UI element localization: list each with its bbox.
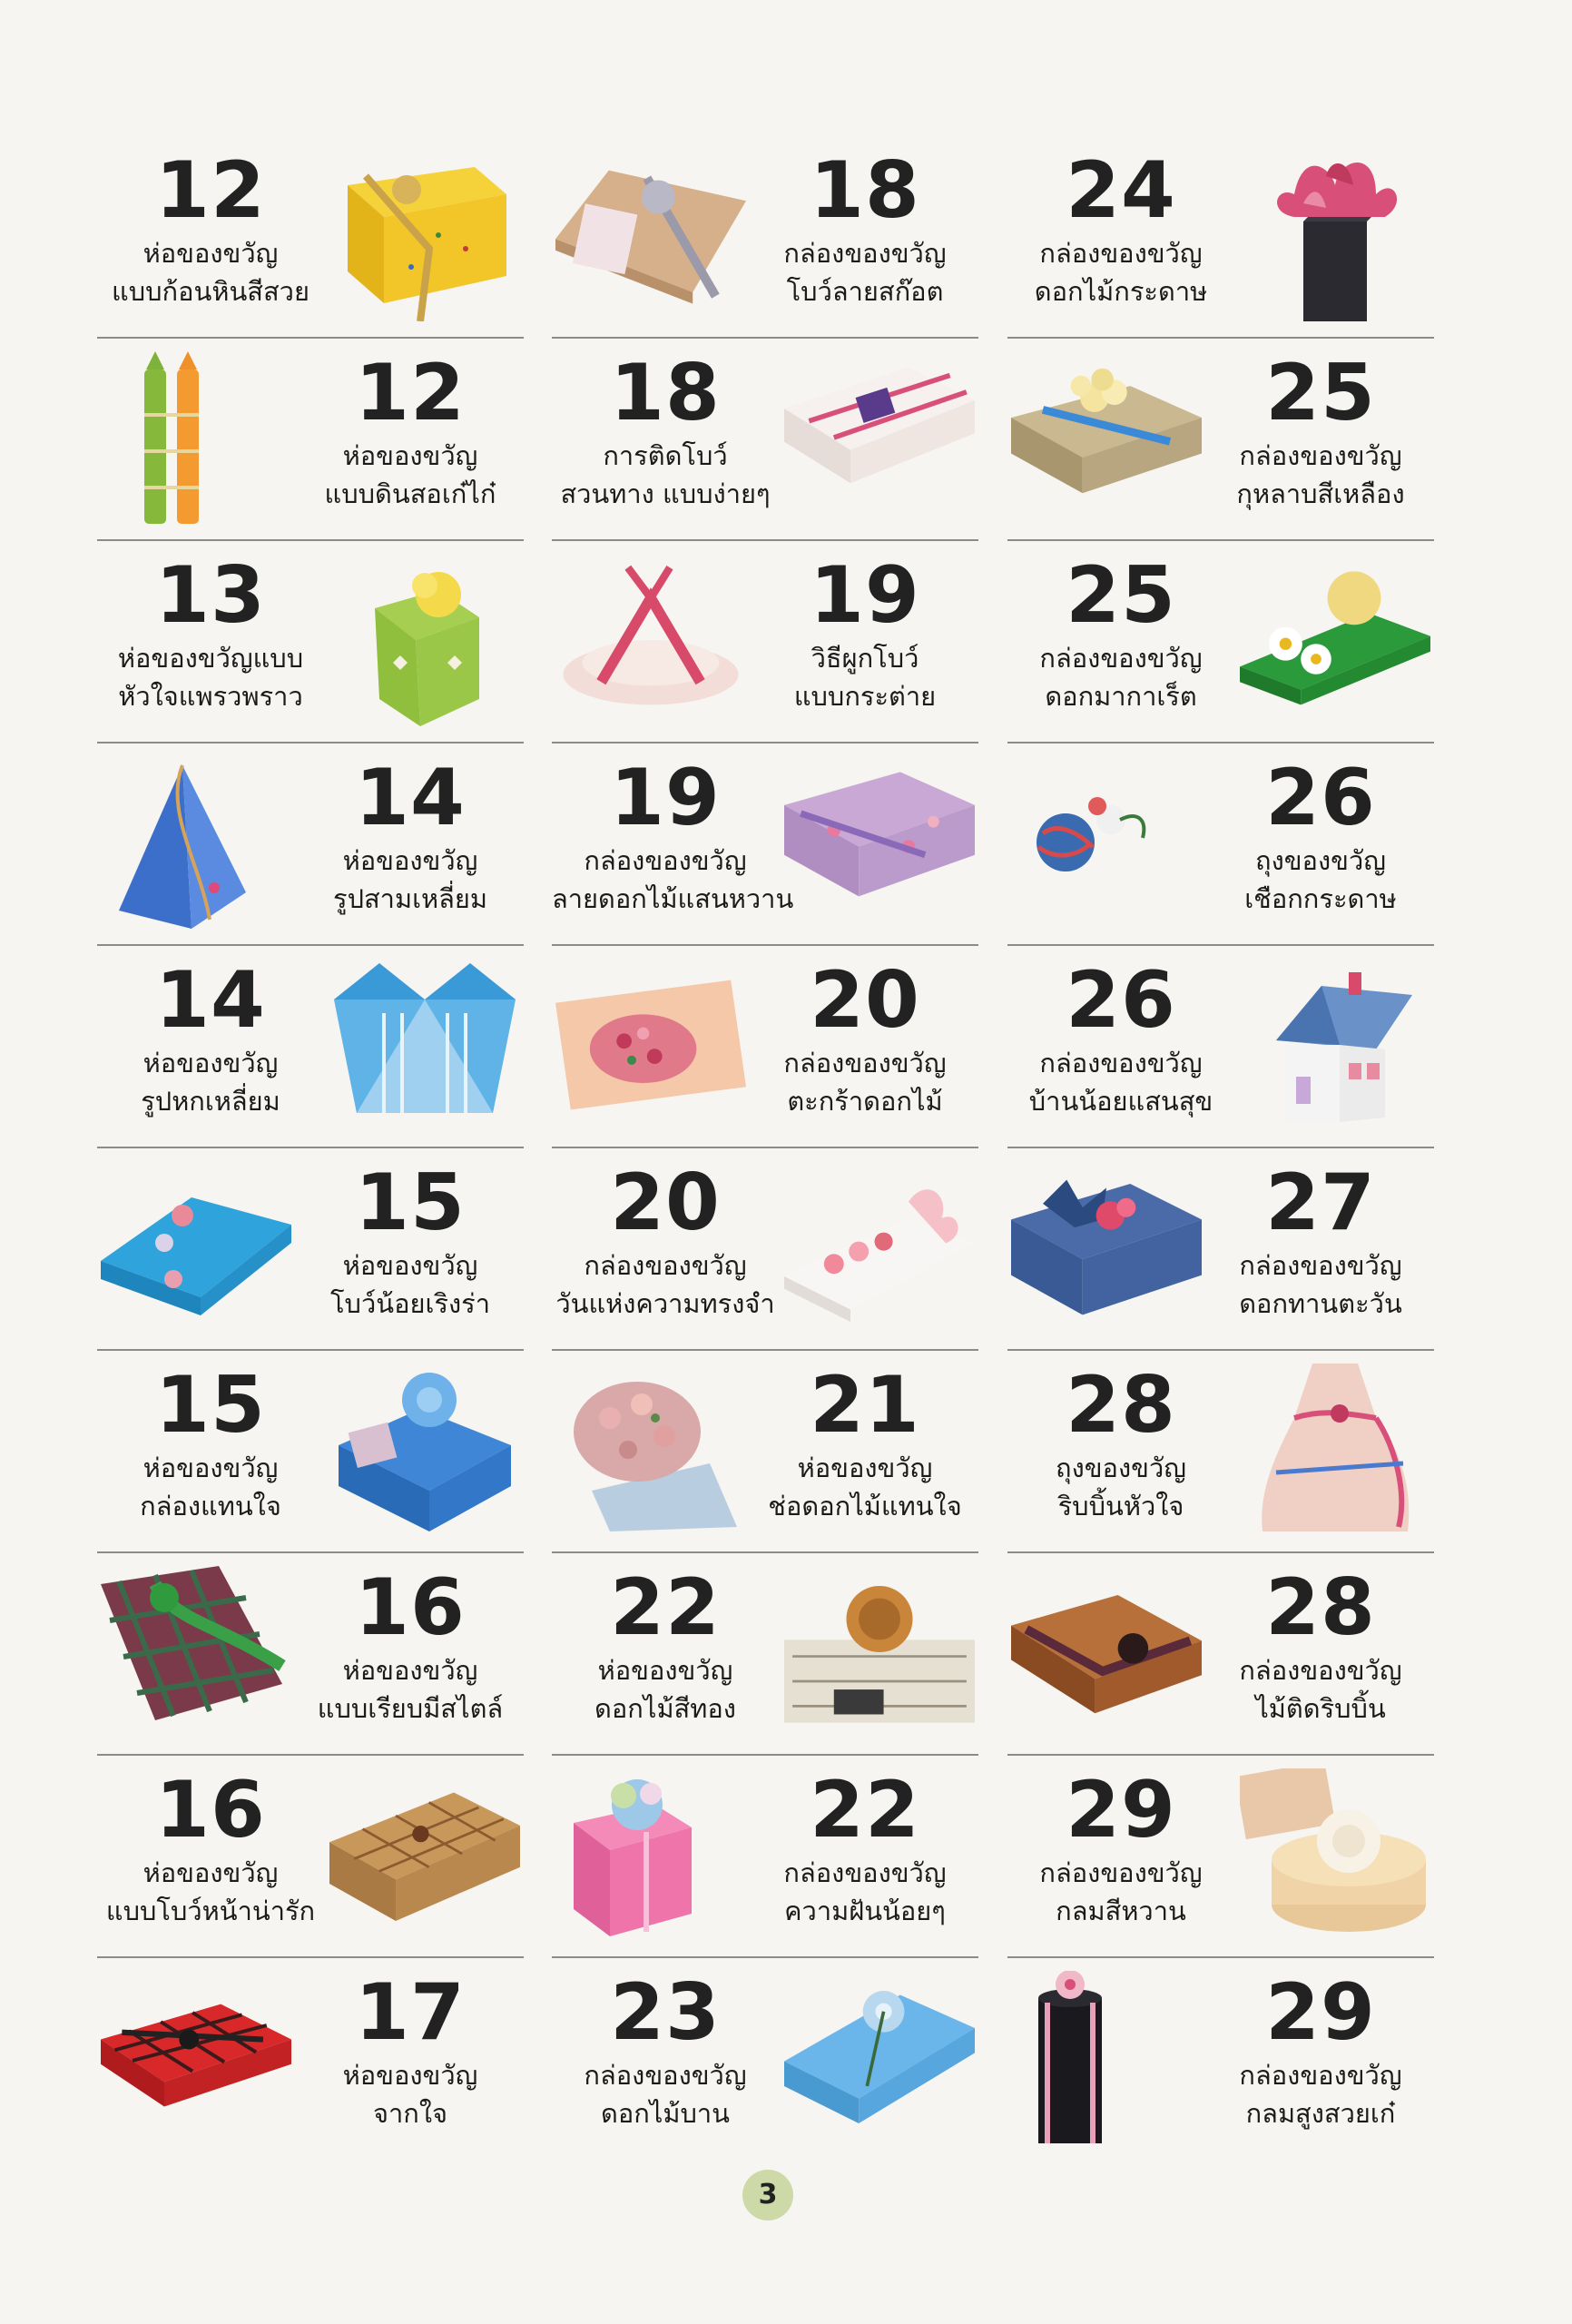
item-text	[752, 1767, 978, 1930]
page-number-badge: 3	[742, 2170, 793, 2221]
white-flower-box-image	[784, 1161, 975, 1334]
item-text	[552, 753, 794, 918]
yellow-rose-box-image	[1011, 351, 1202, 524]
catalog-item	[1007, 1756, 1434, 1958]
item-text	[1007, 1362, 1234, 1525]
item-page-number: 28	[1066, 1360, 1176, 1451]
item-page-number: 13	[155, 550, 266, 641]
item-page-number: 27	[1265, 1157, 1376, 1248]
item-text	[1207, 754, 1434, 918]
item-page-number: 19	[810, 550, 920, 641]
catalog-item	[1007, 946, 1434, 1148]
item-text	[97, 957, 324, 1120]
item-title-line2: กุหลาบสีเหลือง	[1236, 478, 1405, 509]
pink-ribbon-box-image	[784, 351, 975, 524]
catalog-item	[97, 1148, 524, 1351]
item-title-line1: กล่องของขวัญ	[1039, 1857, 1203, 1888]
catalog-item	[552, 541, 978, 743]
daisy-green-box-image	[1240, 554, 1430, 726]
item-title-line2: ตะกร้าดอกไม้	[787, 1086, 943, 1117]
item-text	[552, 350, 779, 513]
catalog-item	[1007, 743, 1434, 946]
column-1	[97, 136, 524, 2161]
item-page-number: 18	[810, 145, 920, 236]
floral-box-image	[784, 756, 975, 929]
round-lace-box-image	[1240, 1768, 1430, 1941]
catalog-item	[552, 339, 978, 541]
item-text	[552, 1564, 779, 1728]
item-title-line2: กลมสูงสวยเก๋	[1245, 2098, 1396, 2129]
item-text	[97, 1767, 324, 1930]
red-check-box-image	[101, 1971, 291, 2143]
item-text	[1207, 350, 1434, 513]
item-text	[97, 552, 324, 715]
item-title-line2: ดอกไม้กระดาษ	[1034, 276, 1208, 307]
catalog-item	[1007, 136, 1434, 339]
item-title-line2: แบบโบว์หน้าน่ารัก	[105, 1896, 316, 1926]
item-page-number: 22	[610, 1562, 721, 1653]
item-text	[97, 147, 324, 310]
item-title-line1: ห่อของขวัญ	[142, 1452, 279, 1483]
item-title-line1: กล่องของขวัญ	[1039, 643, 1203, 674]
blue-bow-box-image	[101, 1161, 291, 1334]
item-page-number: 14	[155, 955, 266, 1046]
blue-sunflower-box-image	[1011, 1161, 1202, 1334]
catalog-item	[1007, 541, 1434, 743]
item-title-line2: สวนทาง แบบง่ายๆ	[560, 478, 771, 509]
catalog-item	[552, 1351, 978, 1553]
pink-cube-box-image	[555, 1768, 746, 1941]
catalog-item	[552, 1148, 978, 1351]
item-text	[1007, 552, 1234, 715]
item-text	[552, 1969, 779, 2132]
item-title-line2: ดอกทานตะวัน	[1239, 1288, 1402, 1319]
item-title-line1: ห่อของขวัญ	[342, 1655, 478, 1686]
item-page-number: 26	[1265, 753, 1376, 843]
item-title-line2: หัวใจแพรวพราว	[118, 681, 303, 712]
catalog-item	[97, 1553, 524, 1756]
item-text	[752, 1362, 978, 1525]
item-text	[1007, 957, 1234, 1120]
item-title-line2: แบบเรียบมีสไตล์	[317, 1693, 504, 1724]
item-title-line2: ดอกไม้บาน	[600, 2098, 731, 2129]
item-text	[1007, 1767, 1234, 1930]
catalog-item	[1007, 1553, 1434, 1756]
item-title-line1: กล่องของขวัญ	[1239, 440, 1402, 471]
item-title-line1: ห่อของขวัญ	[342, 2060, 478, 2091]
rabbit-bow-bundle-image	[555, 554, 746, 726]
item-page-number: 26	[1066, 955, 1176, 1046]
catalog-item	[97, 1756, 524, 1958]
item-page-number: 12	[355, 348, 466, 438]
item-title-line1: กล่องของขวัญ	[1239, 1250, 1402, 1281]
catalog-item	[97, 743, 524, 946]
item-title-line1: กล่องของขวัญ	[1239, 2060, 1402, 2091]
item-page-number: 22	[810, 1765, 920, 1856]
item-text	[1207, 1969, 1434, 2132]
item-text	[297, 1969, 524, 2132]
catalog-item	[552, 1553, 978, 1756]
item-title-line2: รูปสามเหลี่ยม	[333, 883, 487, 914]
item-page-number: 28	[1265, 1562, 1376, 1653]
item-title-line2: กล่องแทนใจ	[140, 1491, 281, 1521]
item-title-line2: บ้านน้อยแสนสุข	[1028, 1086, 1213, 1117]
item-page-number: 16	[155, 1765, 266, 1856]
catalog-item	[97, 946, 524, 1148]
blue-ribbon-box-image	[329, 1364, 520, 1536]
item-text	[752, 552, 978, 715]
item-title-line2: เชือกกระดาษ	[1244, 883, 1397, 914]
item-title-line2: จากใจ	[373, 2098, 447, 2129]
item-title-line1: กล่องของขวัญ	[1239, 1655, 1402, 1686]
item-title-line1: กล่องของขวัญ	[1039, 238, 1203, 269]
item-title-line1: กล่องของขวัญ	[783, 1857, 947, 1888]
item-text	[1207, 1159, 1434, 1323]
item-page-number: 19	[610, 753, 721, 843]
paper-flower-bag-image	[1240, 149, 1430, 321]
column-3	[1007, 136, 1434, 2161]
item-title-line2: ริบบิ้นหัวใจ	[1057, 1491, 1184, 1521]
item-page-number: 12	[155, 145, 266, 236]
flower-bouquet-image	[555, 959, 746, 1131]
kraft-box-plaid-bow-image	[555, 149, 746, 321]
yellow-gift-box-image	[329, 149, 520, 321]
crayon-gifts-image	[101, 351, 291, 524]
item-page-number: 25	[1066, 550, 1176, 641]
item-page-number: 18	[610, 348, 721, 438]
item-page-number: 15	[155, 1360, 266, 1451]
catalog-item	[1007, 1958, 1434, 2161]
item-title-line2: แบบดินสอเก๋ไก๋	[324, 478, 496, 509]
item-page-number: 14	[355, 753, 466, 843]
plaid-green-bow-box-image	[101, 1566, 291, 1738]
catalog-item	[552, 946, 978, 1148]
item-text	[752, 147, 978, 310]
catalog-item	[97, 136, 524, 339]
catalog-item	[97, 1351, 524, 1553]
catalog-item	[552, 136, 978, 339]
catalog-item	[552, 743, 978, 946]
item-title-line2: กลมสีหวาน	[1056, 1896, 1186, 1926]
item-title-line2: แบบก้อนหินสีสวย	[112, 276, 309, 307]
item-text	[297, 1564, 524, 1728]
item-title-line2: รูปหกเหลี่ยม	[141, 1086, 280, 1117]
item-text	[752, 957, 978, 1120]
light-blue-box-image	[784, 1971, 975, 2143]
blue-triangle-gift-image	[101, 756, 291, 929]
item-title-line2: ดอกมากาเร็ต	[1045, 681, 1197, 712]
tall-cylinder-box-image	[1011, 1971, 1202, 2143]
item-title-line1: ถุงของขวัญ	[1255, 845, 1386, 876]
paper-cord-bag-image	[1011, 756, 1202, 929]
item-page-number: 29	[1066, 1765, 1176, 1856]
item-page-number: 16	[355, 1562, 466, 1653]
item-page-number: 17	[355, 1967, 466, 2058]
catalog-item	[1007, 1351, 1434, 1553]
ribbon-bag-image	[1240, 1364, 1430, 1536]
item-page-number: 25	[1265, 348, 1376, 438]
item-page-number: 15	[355, 1157, 466, 1248]
item-page-number: 21	[810, 1360, 920, 1451]
wood-tray-box-image	[1011, 1566, 1202, 1738]
item-text	[97, 1362, 324, 1525]
item-title-line2: ดอกไม้สีทอง	[594, 1693, 736, 1724]
item-page-number: 24	[1066, 145, 1176, 236]
item-title-line1: ถุงของขวัญ	[1056, 1452, 1186, 1483]
item-page-number: 20	[610, 1157, 721, 1248]
item-title-line1: ห่อของขวัญ	[597, 1655, 733, 1686]
column-2	[552, 136, 978, 2161]
item-title-line1: ห่อของขวัญ	[342, 440, 478, 471]
gold-flower-box-image	[784, 1566, 975, 1738]
item-title-line1: กล่องของขวัญ	[1039, 1048, 1203, 1078]
item-title-line1: ห่อของขวัญ	[142, 238, 279, 269]
item-title-line1: ห่อของขวัญ	[797, 1452, 933, 1483]
item-page-number: 20	[810, 955, 920, 1046]
item-title-line2: ลายดอกไม้แสนหวาน	[552, 883, 794, 914]
item-title-line2: แบบกระต่าย	[793, 681, 937, 712]
item-page-number: 29	[1265, 1967, 1376, 2058]
item-title-line2: ความฝันน้อยๆ	[784, 1896, 946, 1926]
item-text	[1207, 1564, 1434, 1728]
item-title-line1: การติดโบว์	[603, 440, 728, 471]
item-title-line1: กล่องของขวัญ	[584, 845, 747, 876]
item-title-line2: โบว์ลายสก๊อต	[786, 276, 944, 307]
rose-bouquet-image	[555, 1364, 746, 1536]
item-text	[1007, 147, 1234, 310]
item-page-number: 23	[610, 1967, 721, 2058]
item-title-line2: ไม้ติดริบบิ้น	[1255, 1693, 1386, 1724]
item-title-line2: วันแห่งความทรงจำ	[555, 1288, 775, 1319]
catalog-item	[552, 1756, 978, 1958]
item-title-line1: ห่อของขวัญ	[142, 1857, 279, 1888]
brown-plaid-box-image	[329, 1768, 520, 1941]
item-title-line1: ห่อของขวัญ	[142, 1048, 279, 1078]
catalog-item	[97, 339, 524, 541]
item-title-line1: ห่อของขวัญแบบ	[117, 643, 304, 674]
blue-hexagon-gift-image	[329, 959, 520, 1131]
item-title-line2: ช่อดอกไม้แทนใจ	[768, 1491, 962, 1521]
item-title-line1: กล่องของขวัญ	[783, 238, 947, 269]
catalog-item	[552, 1958, 978, 2161]
item-title-line1: กล่องของขวัญ	[783, 1048, 947, 1078]
item-title-line2: โบว์น้อยเริงร่า	[329, 1288, 490, 1319]
item-text	[552, 1159, 779, 1323]
item-title-line1: กล่องของขวัญ	[584, 1250, 747, 1281]
catalog-item	[97, 1958, 524, 2161]
green-heart-box-image	[329, 554, 520, 726]
item-text	[297, 754, 524, 918]
item-text	[297, 350, 524, 513]
item-title-line1: กล่องของขวัญ	[584, 2060, 747, 2091]
item-title-line1: วิธีผูกโบว์	[811, 643, 919, 674]
item-text	[297, 1159, 524, 1323]
catalog-item	[1007, 1148, 1434, 1351]
catalog-item	[97, 541, 524, 743]
item-title-line1: ห่อของขวัญ	[342, 1250, 478, 1281]
house-box-image	[1240, 959, 1430, 1131]
item-title-line1: ห่อของขวัญ	[342, 845, 478, 876]
catalog-item	[1007, 339, 1434, 541]
